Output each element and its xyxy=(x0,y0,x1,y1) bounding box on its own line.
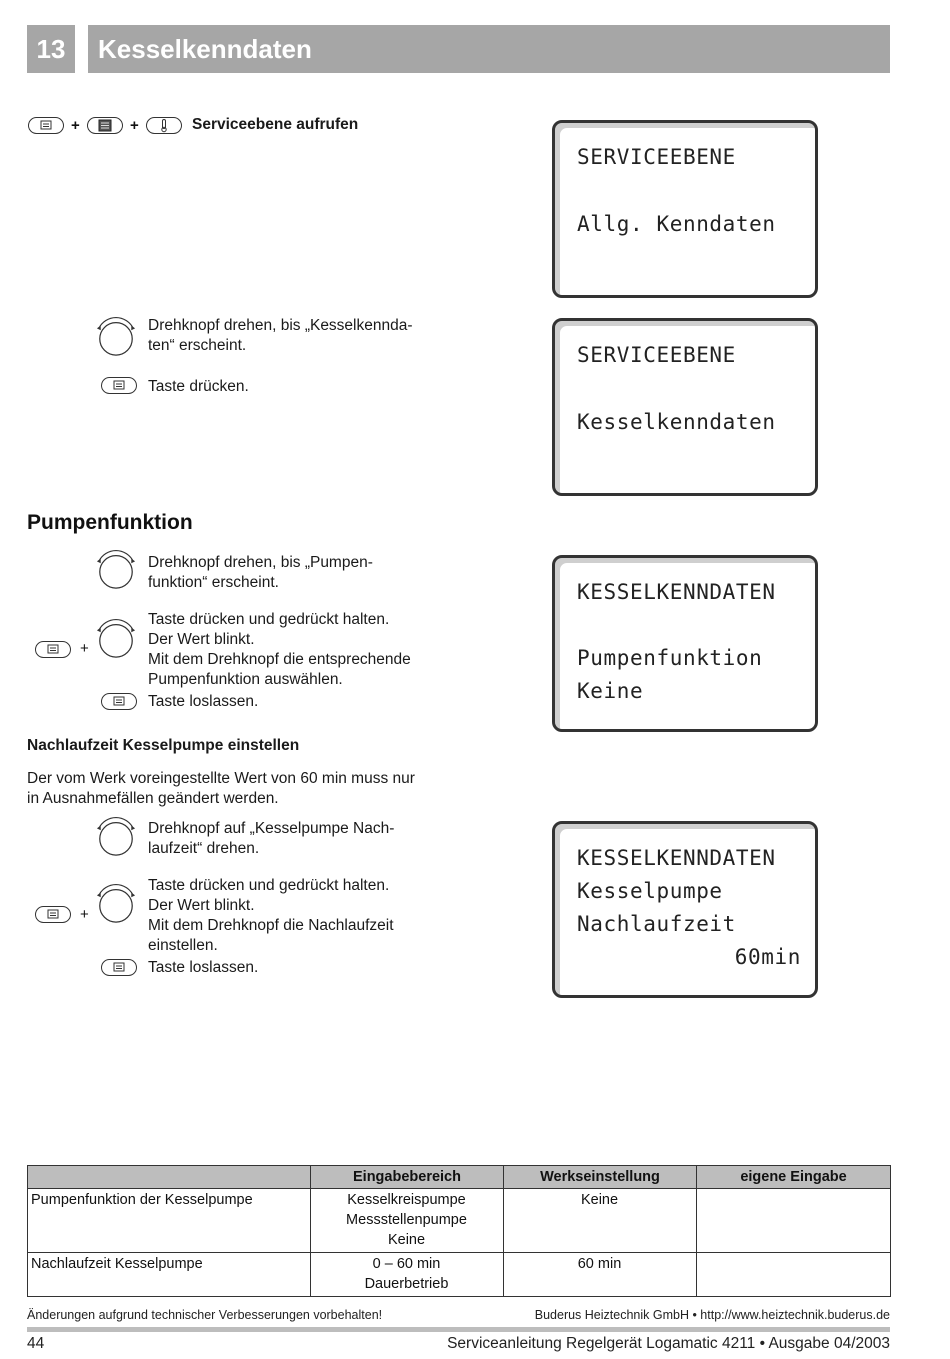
page-number: 44 xyxy=(27,1335,45,1352)
menu-key-icon xyxy=(101,693,137,710)
text-line: Der vom Werk voreingestellte Wert von 60 min muss nur xyxy=(27,770,415,787)
lcd-display-2 xyxy=(552,318,818,496)
table-cell xyxy=(311,1253,504,1297)
lcd-line: KESSELKENNDATEN xyxy=(577,580,776,604)
rotary-knob-icon xyxy=(95,882,137,924)
plus-sign: + xyxy=(80,640,89,657)
text-line: einstellen. xyxy=(148,937,218,954)
lcd-display-1 xyxy=(552,120,818,298)
table-cell: Pumpenfunktion der Kesselpumpe xyxy=(28,1189,311,1253)
range-line: Keine xyxy=(387,1232,426,1248)
lcd-line: SERVICEEBENE xyxy=(577,145,736,169)
text-line: Drehknopf auf „Kesselpumpe Nach- xyxy=(148,820,395,837)
table-header: Eingabebereich xyxy=(311,1166,504,1189)
step-hold-nachlaufzeit xyxy=(148,876,394,956)
range-line: Messstellenpumpe xyxy=(346,1212,467,1228)
range-line: Kesselkreispumpe xyxy=(347,1192,466,1208)
table-cell: Nachlaufzeit Kesselpumpe xyxy=(28,1253,311,1297)
text-line: Der Wert blinkt. xyxy=(148,897,255,914)
table-header: Werkseinstellung xyxy=(504,1166,697,1189)
table-cell xyxy=(311,1189,504,1253)
lcd-line: Allg. Kenndaten xyxy=(577,212,776,236)
range-line: 0 – 60 min xyxy=(372,1256,441,1272)
step-release-key: Taste loslassen. xyxy=(148,693,259,710)
footer-company: Buderus Heiztechnik GmbH • http://www.heiztechnik.buderus.de xyxy=(534,1308,890,1322)
chapter-number: 13 xyxy=(27,25,75,73)
text-line: Taste drücken und gedrückt halten. xyxy=(148,611,390,628)
plus-sign: + xyxy=(71,117,80,134)
step-dial-nachlaufzeit xyxy=(148,819,394,859)
text-line: Mit dem Drehknopf die Nachlaufzeit xyxy=(148,917,394,934)
lcd-line: 60min xyxy=(734,945,801,969)
rotary-knob-icon xyxy=(95,617,137,659)
menu-key-icon xyxy=(101,377,137,394)
step-service-level: Serviceebene aufrufen xyxy=(192,116,359,133)
table-cell-own-input xyxy=(697,1253,891,1297)
intro-nachlaufzeit xyxy=(27,769,415,809)
lcd-line: Keine xyxy=(577,679,644,703)
step-press-key: Taste drücken. xyxy=(148,378,249,395)
lcd-display-4 xyxy=(552,821,818,998)
lcd-line: Nachlaufzeit xyxy=(577,912,736,936)
lcd-line: KESSELKENNDATEN xyxy=(577,846,776,870)
display-key-icon xyxy=(87,117,123,134)
step-hold-pumpenfunktion xyxy=(148,610,411,690)
menu-key-icon xyxy=(101,959,137,976)
text-line: Mit dem Drehknopf die entsprechende xyxy=(148,651,411,668)
text-line: Pumpenfunktion auswählen. xyxy=(148,671,343,688)
step-release-key: Taste loslassen. xyxy=(148,959,259,976)
menu-key-icon xyxy=(35,641,71,658)
text-line: ten“ erscheint. xyxy=(148,337,247,354)
lcd-line: Kesselkenndaten xyxy=(577,410,776,434)
text-line: funktion“ erscheint. xyxy=(148,574,279,591)
subheading-nachlaufzeit: Nachlaufzeit Kesselpumpe einstellen xyxy=(27,737,300,754)
lcd-line: Pumpenfunktion xyxy=(577,646,763,670)
table-row xyxy=(28,1253,891,1297)
lcd-display-3 xyxy=(552,555,818,732)
range-line: Dauerbetrieb xyxy=(364,1276,449,1292)
plus-sign: + xyxy=(80,906,89,923)
table-cell: Keine xyxy=(504,1189,697,1253)
rotary-knob-icon xyxy=(95,315,137,357)
page-title: Kesselkenndaten xyxy=(88,25,890,73)
text-line: Der Wert blinkt. xyxy=(148,631,255,648)
table-header-row xyxy=(28,1166,891,1189)
menu-key-icon xyxy=(28,117,64,134)
rotary-knob-icon xyxy=(95,815,137,857)
footer-document-title: Serviceanleitung Regelgerät Logamatic 4211 • Ausgabe 04/2003 xyxy=(447,1335,890,1352)
footer-divider xyxy=(27,1327,890,1332)
table-row xyxy=(28,1189,891,1253)
text-line: laufzeit“ drehen. xyxy=(148,840,260,857)
text-line: Drehknopf drehen, bis „Pumpen- xyxy=(148,554,373,571)
step-dial-pumpenfunktion xyxy=(148,553,373,593)
step-dial-kesselkenndaten xyxy=(148,316,413,356)
table-cell: 60 min xyxy=(504,1253,697,1297)
settings-table xyxy=(27,1165,891,1297)
lcd-line: Kesselpumpe xyxy=(577,879,723,903)
table-header: eigene Eingabe xyxy=(697,1166,891,1189)
lcd-line: SERVICEEBENE xyxy=(577,343,736,367)
table-header xyxy=(28,1166,311,1189)
plus-sign: + xyxy=(130,117,139,134)
text-line: Taste drücken und gedrückt halten. xyxy=(148,877,390,894)
text-line: Drehknopf drehen, bis „Kesselkennda- xyxy=(148,317,413,334)
table-cell-own-input xyxy=(697,1189,891,1253)
section-heading-pumpenfunktion: Pumpenfunktion xyxy=(27,511,193,534)
text-line: in Ausnahmefällen geändert werden. xyxy=(27,790,279,807)
rotary-knob-icon xyxy=(95,548,137,590)
thermometer-key-icon xyxy=(146,117,182,134)
footer-note: Änderungen aufgrund technischer Verbesserungen vorbehalten! xyxy=(27,1308,383,1322)
menu-key-icon xyxy=(35,906,71,923)
